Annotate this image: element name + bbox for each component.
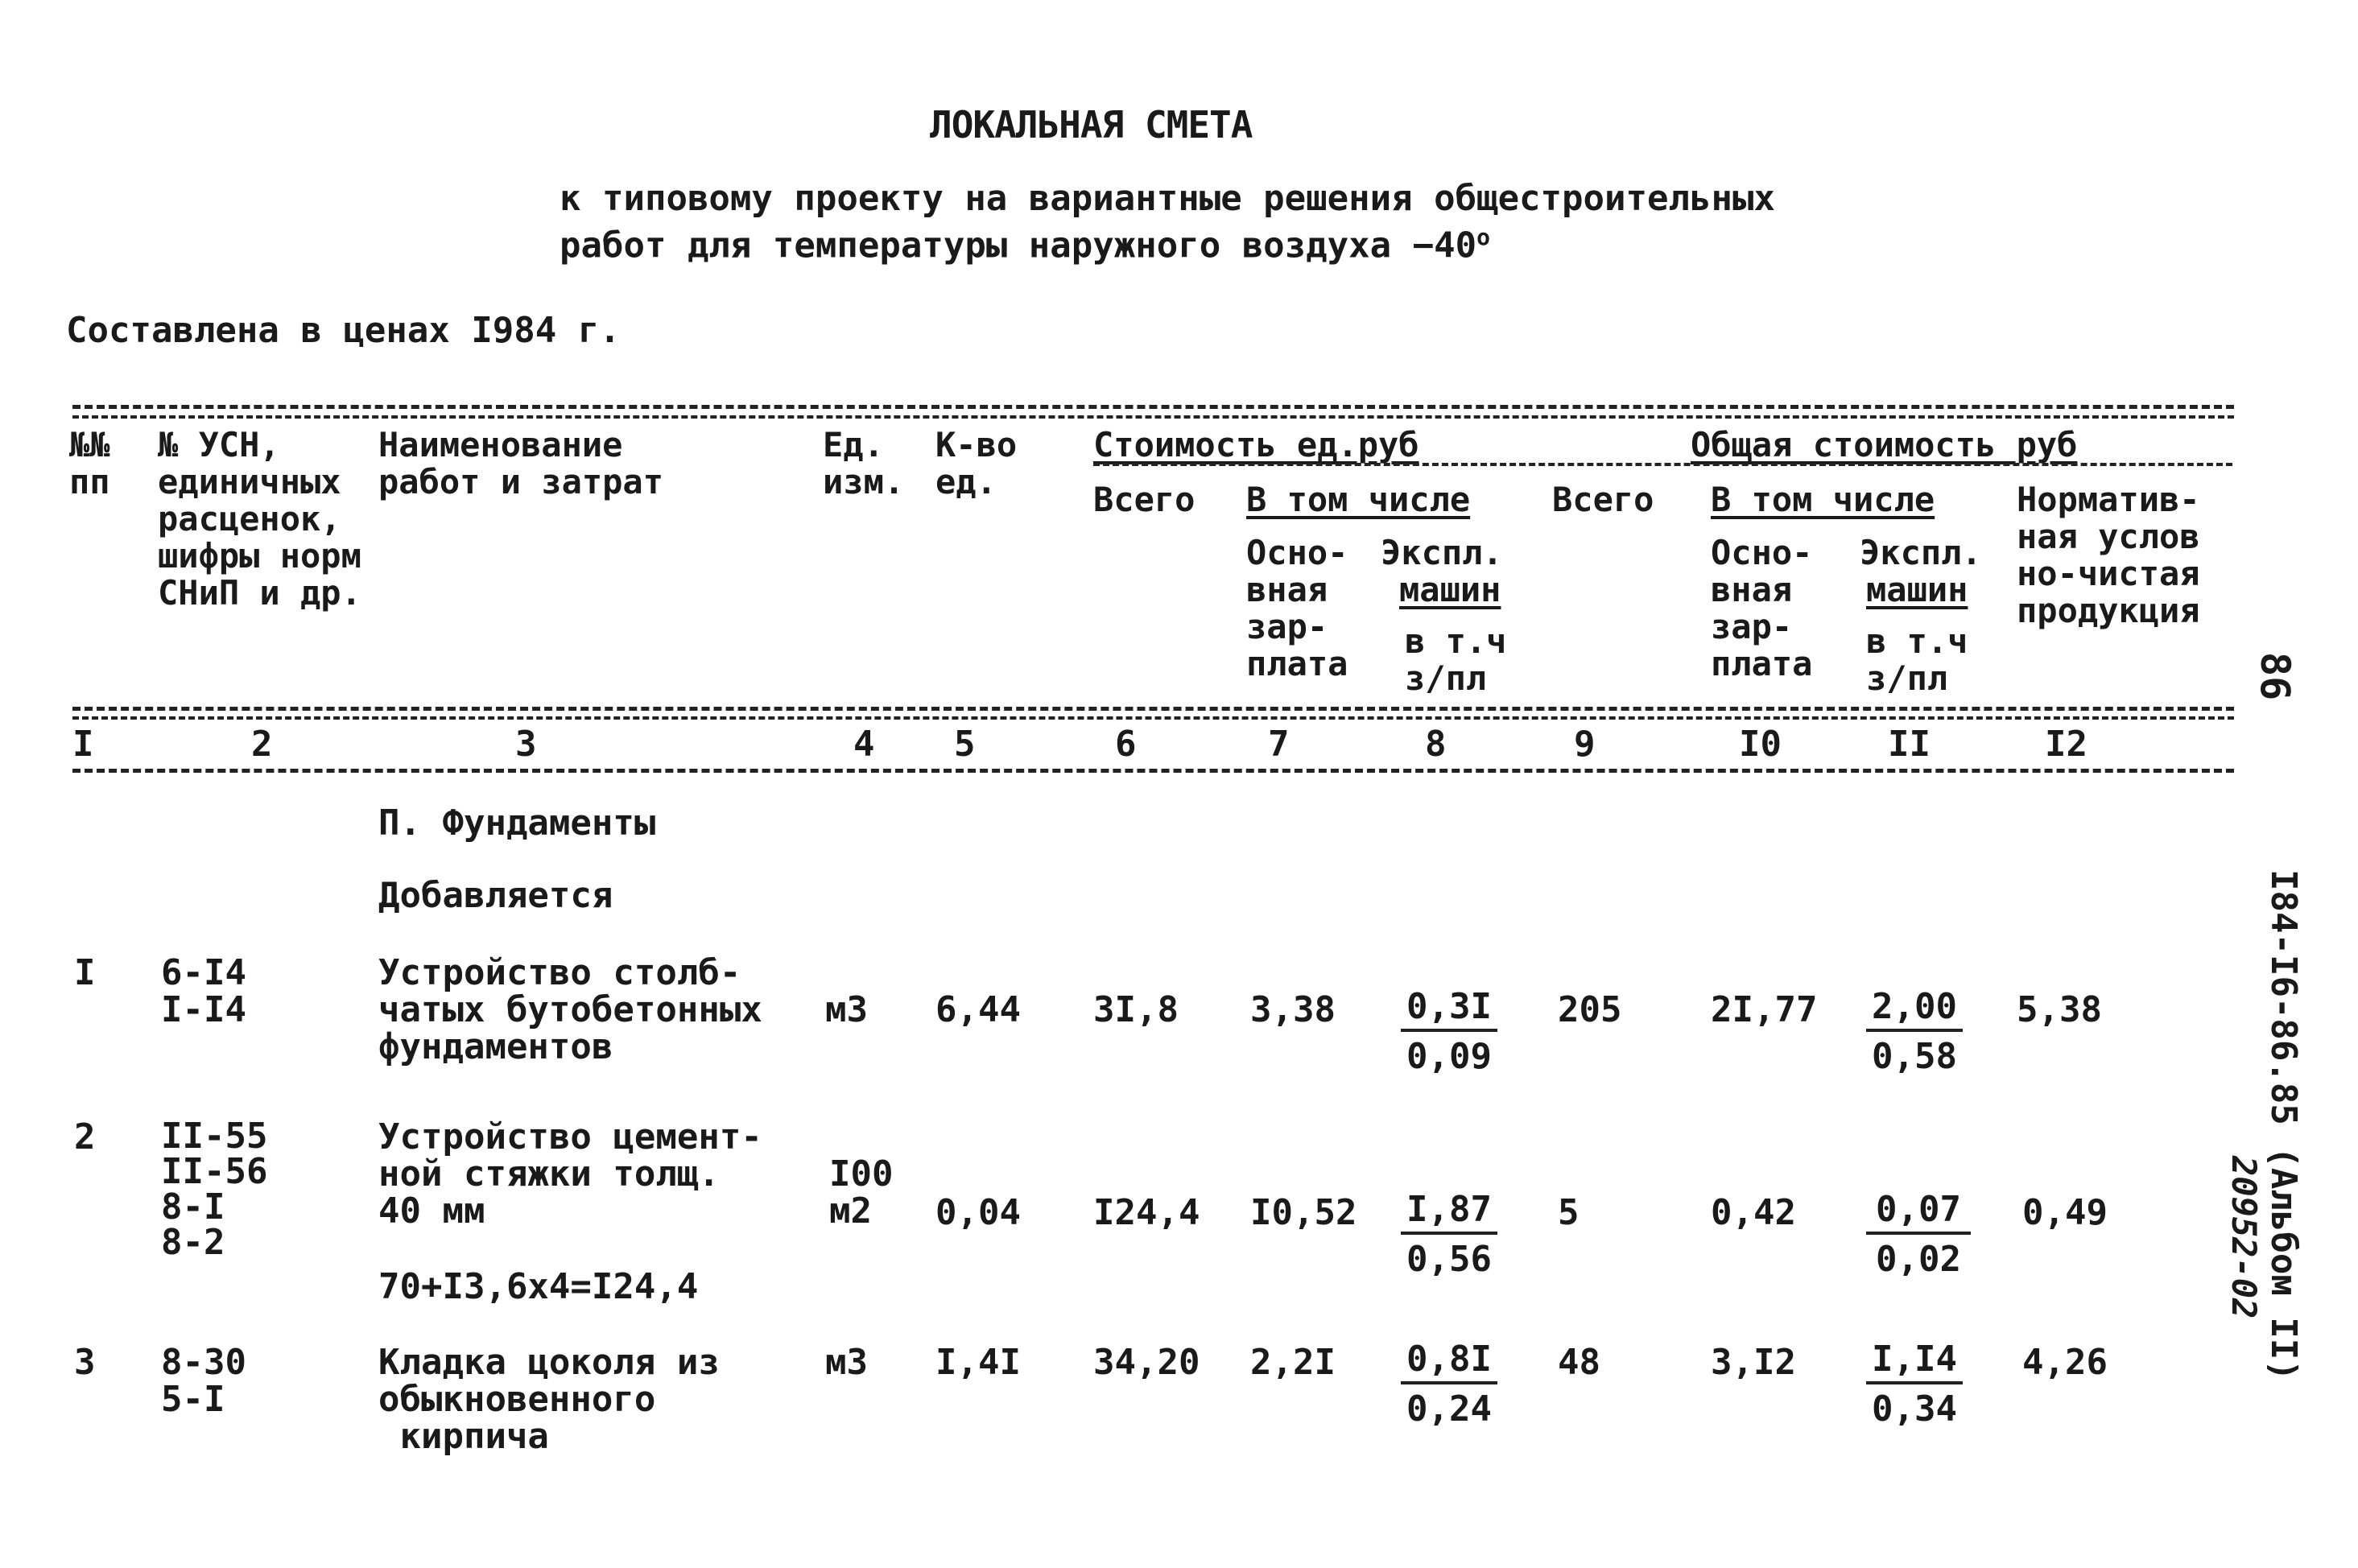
colnum-4: 4 bbox=[853, 724, 875, 765]
header-col7-wage: Осно- вная зар- плата bbox=[1246, 533, 1348, 683]
document-title: ЛОКАЛЬНАЯ СМЕТА bbox=[930, 103, 1253, 146]
header-col8-ekspl: Экспл. bbox=[1381, 533, 1503, 572]
row-qty: I,4I bbox=[935, 1342, 1021, 1383]
row-qty: 6,44 bbox=[935, 989, 1021, 1030]
row-unit-machines bbox=[1401, 988, 1497, 1075]
cost-group-rule bbox=[1093, 463, 2232, 466]
row-unit-total: 34,20 bbox=[1093, 1342, 1200, 1383]
header-col-qty: К-во ед. bbox=[935, 425, 1018, 501]
row-code: 8-30 5-I bbox=[161, 1342, 246, 1420]
colnum-9: 9 bbox=[1574, 724, 1596, 765]
row-total-machines-wage: 0,02 bbox=[1876, 1239, 1961, 1280]
row-norm-product: 5,38 bbox=[2017, 989, 2102, 1030]
row-unit-machines-wage: 0,24 bbox=[1406, 1389, 1492, 1430]
header-top-rule-2 bbox=[72, 415, 2234, 419]
document-code: I84-I6-86.85 (Альбом II) bbox=[2263, 869, 2304, 1381]
colnum-2: 2 bbox=[251, 724, 273, 765]
header-col11-wage-incl: в т.ч з/пл bbox=[1866, 621, 1968, 698]
colnum-5: 5 bbox=[954, 724, 976, 765]
section-title: П. Фундаменты bbox=[378, 803, 656, 844]
header-col7-8-incl: В том числе bbox=[1246, 480, 1471, 519]
row-total-machines-wage: 0,34 bbox=[1872, 1389, 1957, 1430]
header-col-name: Наименование работ и затрат bbox=[378, 425, 664, 501]
row-total-wage: 0,42 bbox=[1711, 1192, 1796, 1233]
header-col10-11-incl: В том числе bbox=[1711, 480, 1935, 519]
row-unit-machines-value: 0,8I bbox=[1401, 1341, 1497, 1384]
row-unit-machines bbox=[1401, 1191, 1497, 1278]
row-unit-wage: I0,52 bbox=[1250, 1192, 1357, 1233]
row-name: Устройство столб- чатых бутобетонных фундаментов bbox=[378, 952, 762, 1067]
row-unit: I00 м2 bbox=[829, 1153, 894, 1232]
header-top-rule bbox=[72, 405, 2234, 409]
row-total-machines bbox=[1866, 1341, 1963, 1428]
row-number: I bbox=[74, 952, 96, 993]
colnum-rule bbox=[72, 769, 2234, 773]
row-total-machines-wage: 0,58 bbox=[1872, 1036, 1957, 1077]
row-number: 2 bbox=[74, 1116, 96, 1157]
row-unit-total: I24,4 bbox=[1093, 1192, 1200, 1233]
header-total-cost: Общая стоимость руб bbox=[1691, 425, 2078, 464]
colnum-7: 7 bbox=[1268, 724, 1290, 765]
row-total: 5 bbox=[1558, 1192, 1580, 1233]
row-unit-machines-wage: 0,09 bbox=[1406, 1036, 1492, 1077]
row-total-machines bbox=[1866, 1191, 1971, 1278]
row-total-machines-value: 2,00 bbox=[1866, 988, 1963, 1032]
subtitle-text: работ для температуры наружного воздуха −40 bbox=[560, 225, 1477, 266]
row-number: 3 bbox=[74, 1342, 96, 1383]
colnum-11: II bbox=[1888, 724, 1931, 765]
row-total-machines-value: I,I4 bbox=[1866, 1341, 1963, 1384]
header-col12-norm: Норматив- ная услов но-чистая продукция bbox=[2017, 480, 2200, 630]
row-unit: м3 bbox=[825, 1342, 868, 1383]
row-unit-machines-wage: 0,56 bbox=[1406, 1239, 1492, 1280]
header-col10-wage: Осно- вная зар- плата bbox=[1711, 533, 1813, 683]
row-code: 6-I4 I-I4 bbox=[161, 952, 246, 1030]
row-unit-machines-value: I,87 bbox=[1401, 1191, 1497, 1235]
page-number: 86 bbox=[2252, 652, 2298, 701]
row-name: Устройство цемент- ной стяжки толщ. 40 мм bbox=[378, 1116, 762, 1232]
row-unit: м3 bbox=[825, 989, 868, 1030]
header-col-unit: Ед. изм. bbox=[823, 425, 905, 501]
subsection-title: Добавляется bbox=[378, 875, 613, 916]
row-note: 70+I3,6х4=I24,4 bbox=[378, 1266, 699, 1307]
header-col11-ekspl: Экспл. bbox=[1860, 533, 1982, 572]
row-total-wage: 3,I2 bbox=[1711, 1342, 1796, 1383]
row-unit-wage: 2,2I bbox=[1250, 1342, 1336, 1383]
row-norm-product: 0,49 bbox=[2022, 1192, 2108, 1233]
row-total-machines bbox=[1866, 988, 1963, 1075]
header-col11-mashin: машин bbox=[1866, 570, 1968, 609]
row-qty: 0,04 bbox=[935, 1192, 1021, 1233]
colnum-10: I0 bbox=[1739, 724, 1782, 765]
row-name: Кладка цоколя из обыкновенного кирпича bbox=[378, 1342, 720, 1457]
header-bottom-rule-2 bbox=[72, 716, 2234, 720]
header-unit-cost: Стоимость ед.руб bbox=[1093, 425, 1419, 464]
subtitle-line-2 bbox=[560, 219, 1490, 265]
document-code-2: 20952-02 bbox=[2224, 1156, 2264, 1319]
row-total: 48 bbox=[1558, 1342, 1600, 1383]
row-code: II-55 II-56 8-I 8-2 bbox=[161, 1116, 268, 1263]
header-col-num: №№ пп bbox=[69, 425, 110, 501]
row-unit-wage: 3,38 bbox=[1250, 989, 1336, 1030]
header-col8-mashin: машин bbox=[1399, 570, 1501, 609]
subtitle-line-1: к типовому проекту на вариантные решения общестроительных bbox=[560, 178, 1775, 219]
row-unit-total: 3I,8 bbox=[1093, 989, 1179, 1030]
row-norm-product: 4,26 bbox=[2022, 1342, 2108, 1383]
colnum-6: 6 bbox=[1115, 724, 1137, 765]
header-col6-total: Всего bbox=[1093, 480, 1196, 519]
header-col8-wage-incl: в т.ч з/пл bbox=[1405, 621, 1507, 698]
header-bottom-rule bbox=[72, 707, 2234, 711]
prices-note: Составлена в ценах I984 г. bbox=[66, 310, 621, 351]
header-col-code: № УСН, единичных расценок, шифры норм СНиП и др. bbox=[158, 425, 361, 613]
colnum-12: I2 bbox=[2045, 724, 2088, 765]
degree-mark: о bbox=[1476, 224, 1490, 250]
colnum-1: I bbox=[72, 724, 94, 765]
row-total: 205 bbox=[1558, 989, 1622, 1030]
colnum-8: 8 bbox=[1425, 724, 1447, 765]
row-total-wage: 2I,77 bbox=[1711, 989, 1818, 1030]
row-unit-machines bbox=[1401, 1341, 1497, 1428]
colnum-3: 3 bbox=[515, 724, 537, 765]
row-total-machines-value: 0,07 bbox=[1866, 1191, 1971, 1235]
header-col9-total: Всего bbox=[1552, 480, 1654, 519]
row-unit-machines-value: 0,3I bbox=[1401, 988, 1497, 1032]
